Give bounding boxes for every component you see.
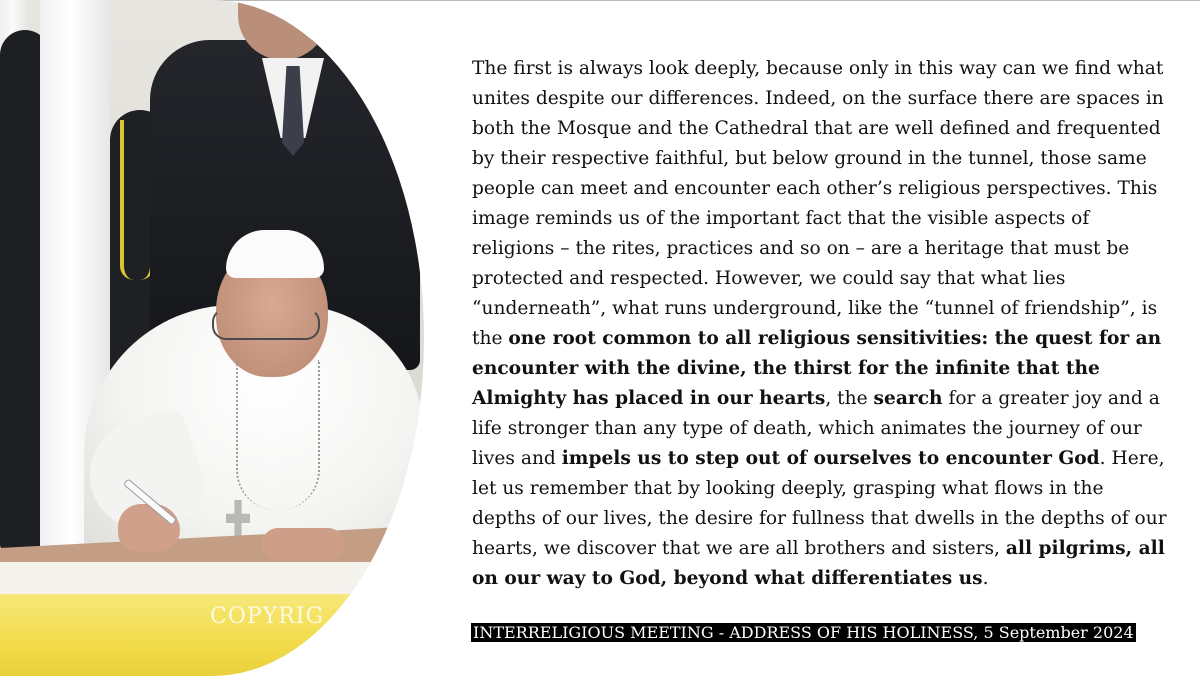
resting-hand [262, 528, 344, 560]
quote-paragraph [472, 54, 1172, 594]
quote-text: The first is always look deeply, because only in this way can we find what unites despite our differences. Indeed, on the surface there are spaces in both the Mosque and the Cathedral that are well defined and frequented by their respective faithful, but below ground in the tunnel, those same people can meet and encounter each other’s religious perspectives. This image reminds us of the important fact that the visible aspects of religions – the rites, practices and so on – are a heritage that must be protected and respected. However, we could say that what lies “underneath”, what runs underground, like the “tunnel of friendship”, is the [472, 58, 1164, 349]
quote-text: , the [825, 388, 874, 409]
eyeglasses [212, 308, 320, 340]
quote-text: for a greater joy and a life stronger than any type of death, which animates the journey of our lives and [472, 388, 1160, 469]
quote-text: . Here, let us remember that by looking deeply, grasping what flows in the depths of our lives, the desire for fullness that dwells in the depths of our hearts, we discover that we are all brothers and sisters, [472, 448, 1167, 559]
table-top [0, 562, 424, 598]
quote-emphasis: search [873, 388, 943, 409]
quote-emphasis: impels us to step out of ourselves to encounter God [561, 448, 1100, 469]
photo [0, 0, 424, 676]
quote-text: . [982, 568, 989, 589]
quote-emphasis: one root common to all religious sensitivities: the quest for an encounter with the divine, the thirst for the infinite that the Almighty has placed in our hearts [472, 328, 1162, 409]
pectoral-chain [236, 360, 320, 510]
source-label: INTERRELIGIOUS MEETING - ADDRESS OF HIS HOLINESS, 5 September 2024 [473, 623, 1134, 642]
copyright-watermark: COPYRIG [210, 604, 325, 629]
quote-emphasis: all pilgrims, all on our way to God, beyond what differentiates us [472, 538, 1165, 589]
lanyard [120, 120, 154, 280]
source-citation [471, 620, 1161, 646]
writing-hand [118, 504, 180, 552]
